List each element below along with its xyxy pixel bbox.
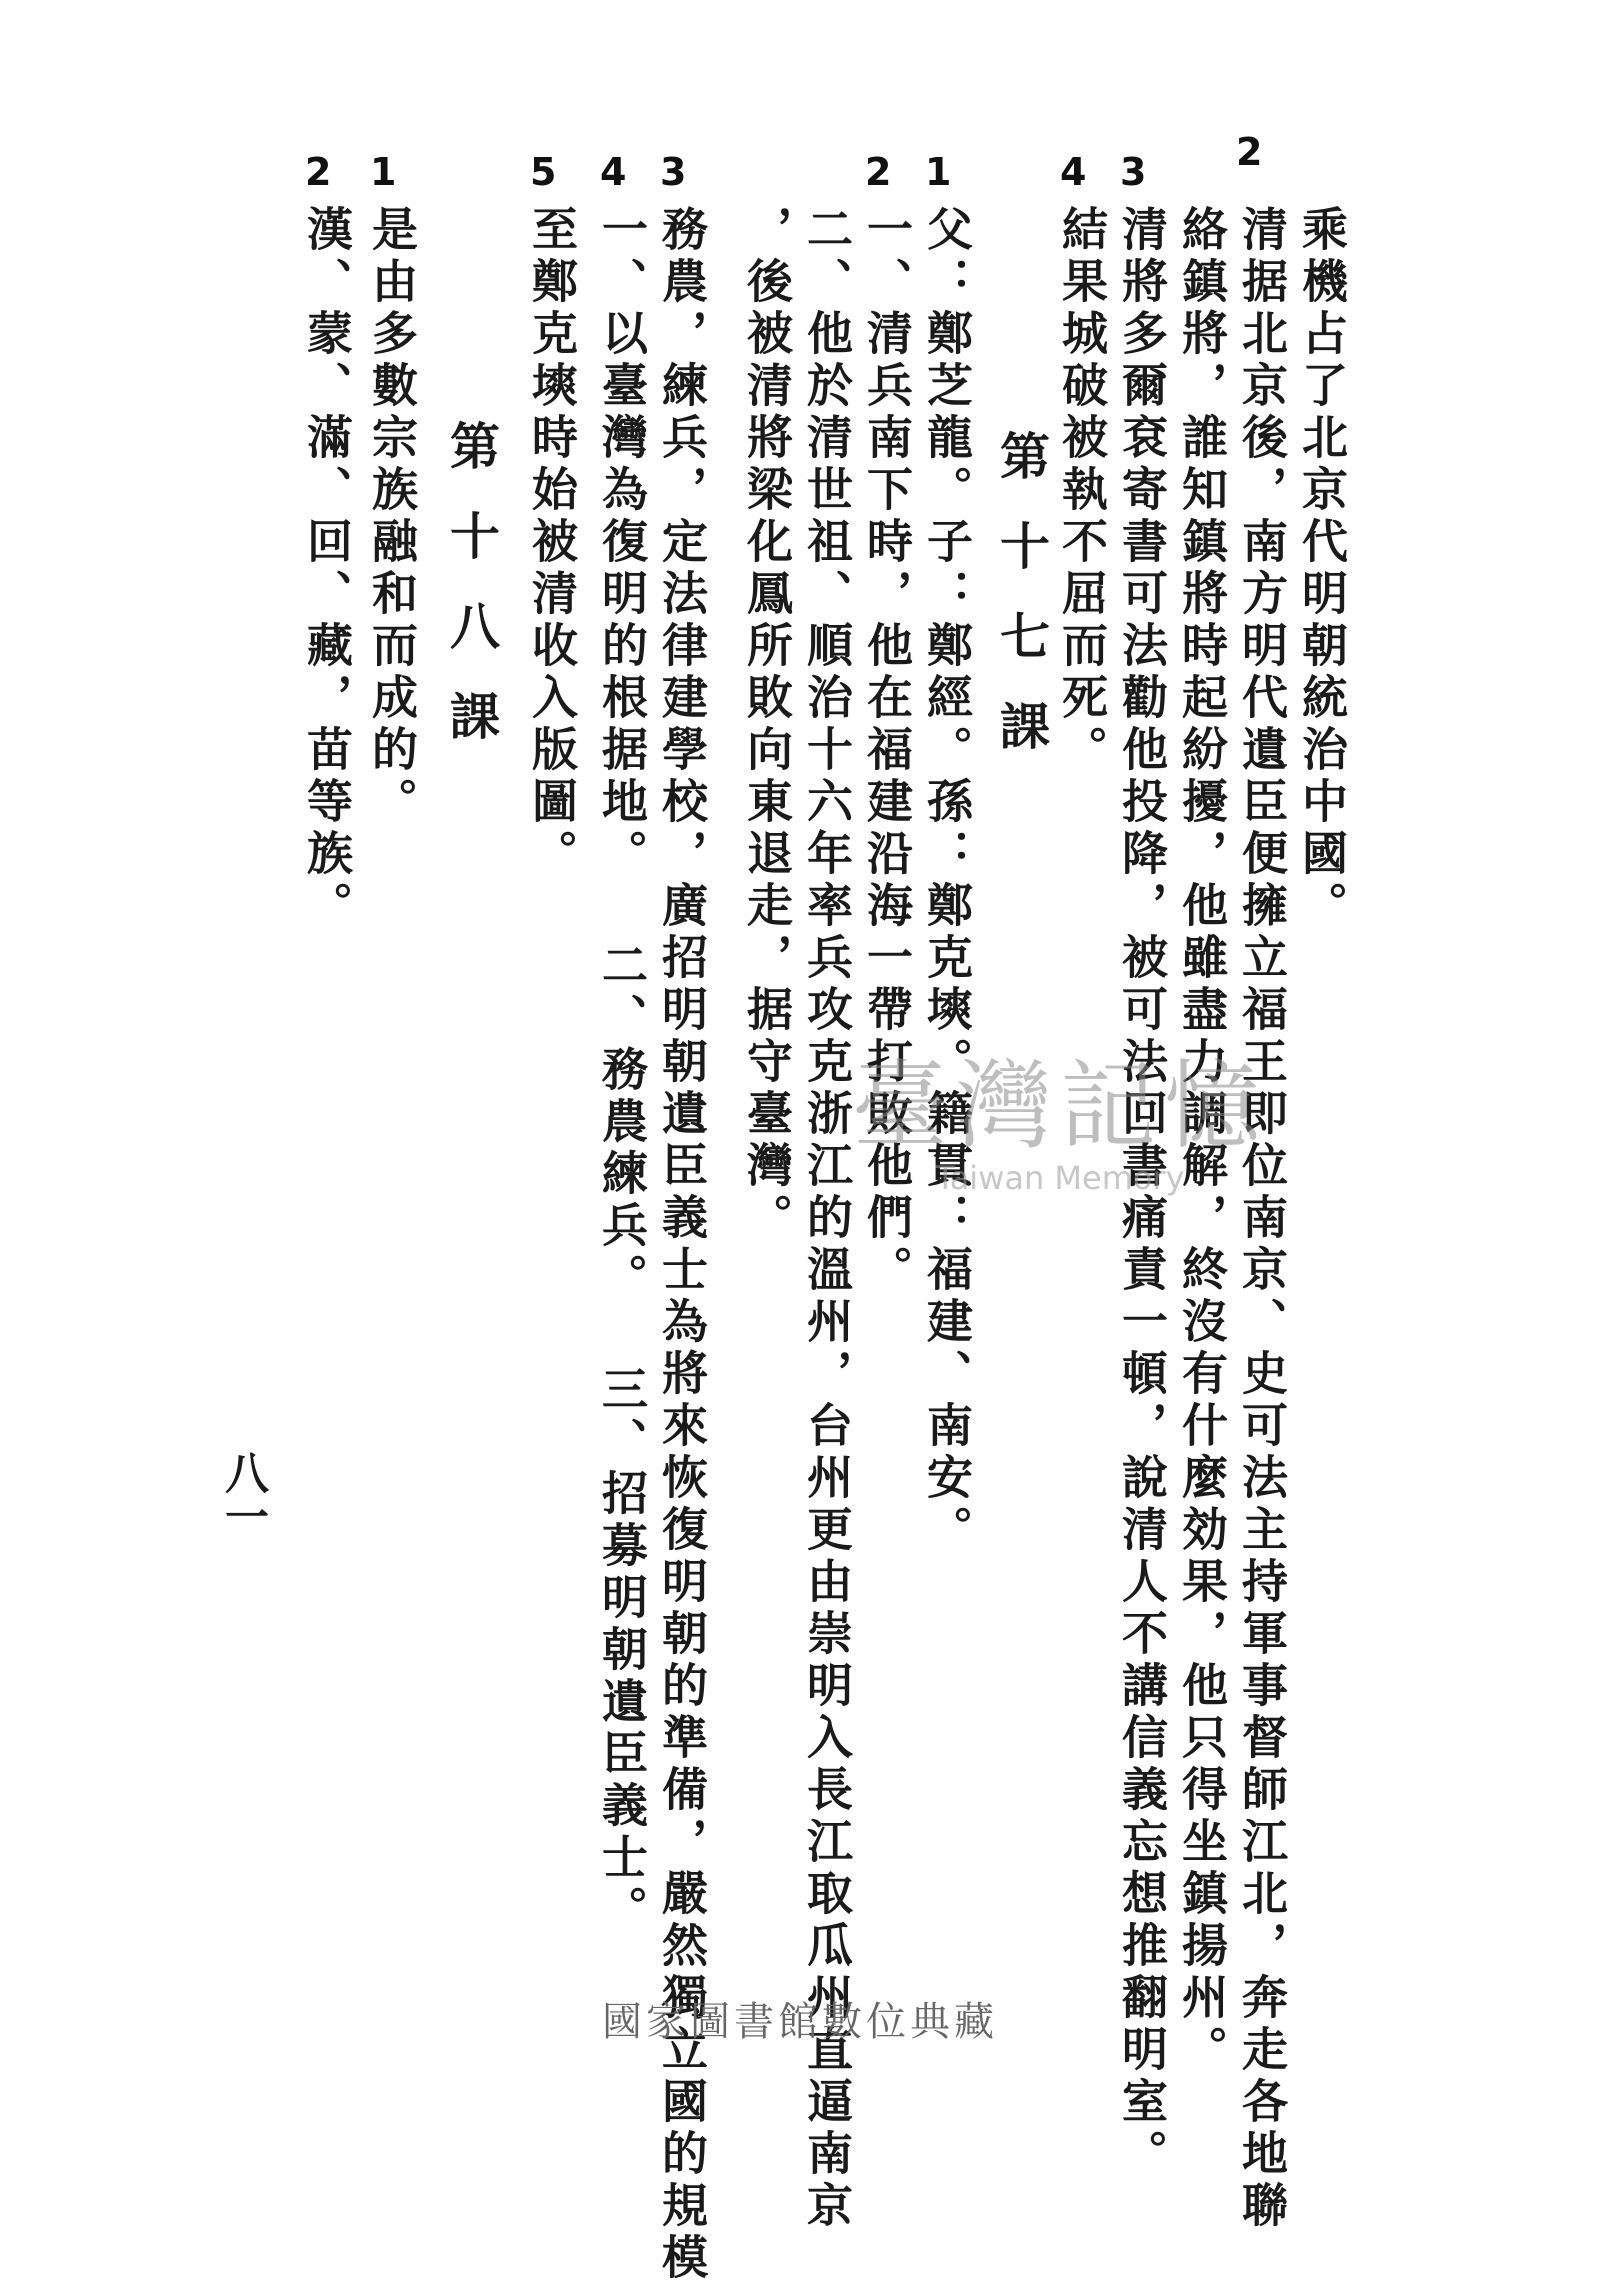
- footer-credit: 國家圖書館數位典藏: [602, 1999, 998, 2045]
- lesson-heading-18: 第十八課: [442, 420, 501, 780]
- item-number: 2: [1236, 130, 1263, 174]
- text-column: 清將多爾袞寄書可法勸他投降，被可法回書痛責一頓，說清人不講信義忘想推翻明室。: [1115, 205, 1169, 2181]
- lesson-heading-17: 第十七課: [992, 430, 1051, 790]
- watermark-logo: 臺灣記憶: [852, 1050, 1268, 1162]
- text-column: 乘機占了北京代明朝統治中國。: [1295, 205, 1349, 933]
- text-column: 至鄭克塽時始被清收入版圖。: [525, 205, 579, 881]
- text-column: 一、以臺灣為復明的根据地。 二、務農練兵。 三、招募明朝遺臣義士。: [595, 205, 649, 1937]
- watermark: [800, 1030, 1320, 1197]
- item-number: 1: [370, 150, 397, 194]
- text-column: 二、他於清世祖、順治十六年率兵攻克浙江的溫州，台州更由崇明入長江取瓜州直逼南京: [800, 205, 854, 2233]
- item-number: 5: [530, 150, 557, 194]
- item-number: 3: [660, 150, 687, 194]
- text-column: 漢、蒙、滿、回、藏，苗等族。: [300, 205, 354, 933]
- text-column: 是由多數宗族融和而成的。: [365, 205, 419, 829]
- text-column: 結果城破被執不屈而死。: [1055, 205, 1109, 777]
- item-number: 4: [1060, 150, 1087, 194]
- item-number: 2: [865, 150, 892, 194]
- text-column: ，後被清將梁化鳳所敗向東退走，据守臺灣。: [740, 205, 794, 1245]
- item-number: 2: [305, 150, 332, 194]
- text-column: 清据北京後，南方明代遺臣便擁立福王即位南京、史可法主持軍事督師江北，奔走各地聯: [1235, 205, 1289, 2233]
- watermark-label: Taiwan Memory: [935, 1159, 1185, 1197]
- text-column: 父：鄭芝龍。子：鄭經。孫：鄭克塽。籍貫：福建、南安。: [920, 205, 974, 1557]
- page-number: 八一: [217, 1450, 268, 1538]
- text-column: 務農，練兵，定法律建學校，廣招明朝遺臣義士為將來恢復明朝的準備，嚴然獨立國的規模: [655, 205, 709, 2285]
- text-column: 絡鎮將，誰知鎮將時起紛擾，他雖盡力調解，終沒有什麼効果，他只得坐鎮揚州。: [1175, 205, 1229, 2077]
- item-number: 4: [600, 150, 627, 194]
- text-column: 一、清兵南下時，他在福建沿海一帶打敗他們。: [860, 205, 914, 1297]
- item-number: 3: [1120, 150, 1147, 194]
- item-number: 1: [925, 150, 952, 194]
